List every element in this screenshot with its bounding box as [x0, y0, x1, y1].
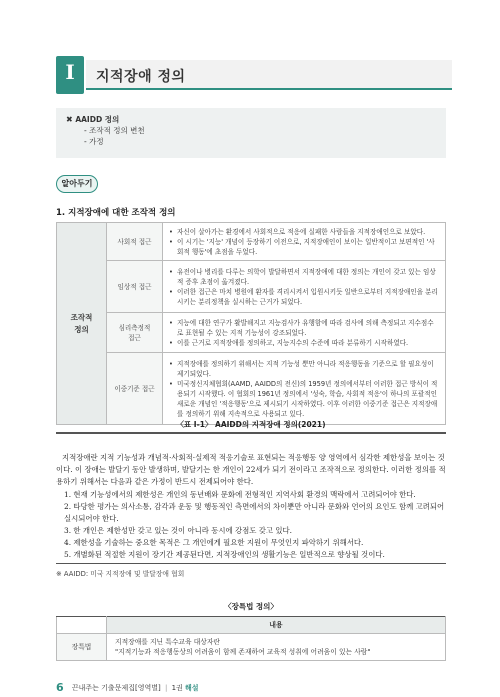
approach-name-line: 심리측정적 — [118, 323, 151, 332]
approach-name-cell: 임상적 접근 — [107, 261, 163, 313]
approach-name-cell: 이중기준 접근 — [107, 353, 163, 425]
content-line: "지적기능과 적응행동상의 어려움이 함께 존재하여 교육적 성취에 어려움이 있는 사람" — [115, 648, 371, 656]
description-item: • 지적장애를 정의하기 위해서는 지적 기능성 뿐만 아니라 적응행동을 기준으로 할 필요성이 제기되었다. — [169, 359, 439, 379]
approach-name-cell: 사회적 접근 — [107, 223, 163, 261]
outline-heading: AAIDD 정의 — [75, 115, 120, 124]
outline-heading-line — [66, 114, 436, 125]
list-item: 2. 타당한 평가는 의사소통, 감각과 운동 및 행동적인 측면에서의 차이뿐만 아니라 문화와 언어의 요인도 함께 고려되어 실시되어야 한다. — [64, 502, 445, 523]
abbreviation-note: ※ AAIDD: 미국 지적장애 및 발달장애 협회 — [56, 570, 185, 578]
table-row — [57, 261, 446, 313]
description-item: • 이 시기는 '지능' 개념이 등장하기 이전으로, 지적장애인이 보이는 일반적이고 보편적인 '사회적 행동'에 초점을 두었다. — [169, 237, 439, 257]
operational-definition-table — [56, 222, 446, 425]
special-education-law-table — [56, 616, 446, 661]
description-item: • 지능에 대한 연구가 활발해지고 지능검사가 유행함에 따라 검사에 의해 측정되고 지수점수로 표현될 수 있는 지적 기능성이 강조되었다. — [169, 318, 439, 338]
cross-mark-icon: ✖ — [66, 115, 73, 124]
chapter-header — [56, 56, 452, 94]
content-cell — [107, 634, 446, 661]
table-header-row — [57, 617, 446, 634]
description-item: • 이를 근거로 지적장애를 정의하고, 지능지수의 수준에 따라 분류하기 시작하였다. — [169, 338, 439, 348]
column-header: 내용 — [107, 617, 446, 634]
approach-description-cell — [163, 223, 446, 261]
row-label: 장특법 — [57, 634, 107, 661]
assumption-list — [56, 489, 446, 561]
main-label-cell — [57, 223, 107, 425]
list-item: 3. 한 개인은 제한성만 갖고 있는 것이 아니라 동시에 강점도 갖고 있다. — [64, 526, 293, 535]
definition-paragraph: 지적장애란 지적 기능성과 개념적·사회적·실제적 적응기술로 표현되는 적응행동 양 영역에서 심각한 제한성을 보이는 것이다. 이 장애는 발달기 동안 발생하며, 발달기는 한 개인이 22세가 되기 전이라고 조작적으로 정의한다. 이러한 정의를 적용하기 위해서는 다음과 같은 가정이 반드시 전제되어야 한다. — [56, 453, 446, 486]
description-item: • 자신이 살아가는 환경에서 사회적으로 적응에 실패한 사람들을 지적장애인으로 보았다. — [169, 227, 439, 237]
chapter-title: 지적장애 정의 — [96, 69, 186, 85]
list-item: 1. 현재 기능성에서의 제한성은 개인의 동년배와 문화에 전형적인 지역사회 환경의 맥락에서 고려되어야 한다. — [64, 490, 416, 499]
page-footer — [56, 681, 199, 694]
table-top-rule — [56, 432, 446, 434]
description-item: • 미국정신지체협회(AAMD, AAIDD의 전신)의 1959년 정의에서부터 이러한 접근 방식이 적용되기 시작했다. 이 협회의 1961년 정의에서 '성숙, 학습, 사회적 적응'이 하나의 포괄적인 새로운 개념인 '적응행동'으로 제시되기 시작하였다. 이후 이러한 이중기준 접근은 지적장애를 정의하기 위해 지속적으로 사용되고 있다. — [169, 379, 439, 419]
table-row — [57, 353, 446, 425]
notice-tag: 알아두기 — [56, 175, 98, 193]
description-item: • 이러한 접근은 마치 병원에 환자를 격리시켜서 입원시키듯 일반으로부터 지적장애인을 분리시키는 분리정책을 실시하는 근거가 되었다. — [169, 287, 439, 307]
table-caption: 〈장특법 정의〉 — [224, 602, 278, 611]
chapter-number: I — [56, 56, 84, 94]
list-item: 5. 개별화된 적절한 지원이 장기간 제공된다면, 지적장애인의 생활기능은 일반적으로 향상될 것이다. — [64, 550, 385, 559]
approach-description-cell — [163, 261, 446, 313]
outline-item: - 조작적 정의 변천 — [84, 126, 145, 135]
approach-name-cell — [107, 313, 163, 353]
main-label-line: 조작적 — [70, 312, 93, 322]
outline-box — [56, 108, 446, 158]
answer-label: 해설 — [185, 684, 199, 692]
definition-body — [56, 452, 446, 561]
table-bottom-rule — [56, 563, 446, 564]
footer-separator: | — [164, 684, 168, 692]
main-label-line: 정의 — [74, 324, 89, 334]
outline-item: - 가정 — [84, 137, 104, 146]
page-number: 6 — [56, 681, 64, 694]
approach-description-cell — [163, 313, 446, 353]
description-item: • 유전이나 병리를 다루는 의학이 발달하면서 지적장애에 대한 정의는 개인이 갖고 있는 임상적 증후 초점이 옮겨졌다. — [169, 267, 439, 287]
list-item: 4. 제한성을 기술하는 중요한 목적은 그 개인에게 필요한 지원이 무엇인지 파악하기 위해서다. — [64, 538, 364, 547]
book-title: 끈내주는 기출문제집[영역별] — [71, 684, 161, 692]
approach-description-cell — [163, 353, 446, 425]
table-row — [57, 313, 446, 353]
table-row — [57, 634, 446, 661]
approach-name-line: 접근 — [128, 333, 141, 342]
volume-label: 1권 — [171, 684, 183, 692]
content-line: 지적장애를 지닌 특수교육 대상자란 — [115, 638, 220, 646]
table-caption: 〈표 Ⅰ-1〉 AAIDD의 지적장애 정의(2021) — [176, 420, 326, 429]
section-title: 1. 지적장애에 대한 조작적 정의 — [56, 208, 176, 218]
table-row — [57, 223, 446, 261]
empty-header-cell — [57, 617, 107, 634]
